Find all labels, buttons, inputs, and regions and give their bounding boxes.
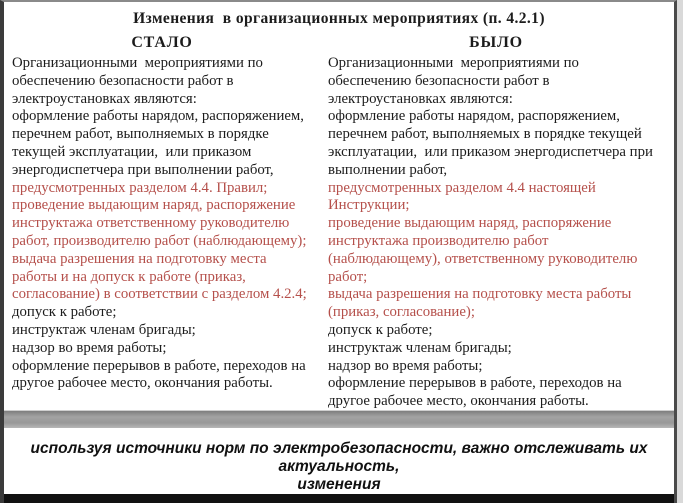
column-stalo-header: СТАЛО bbox=[131, 34, 193, 51]
text-segment: инструктаж членам бригады; bbox=[12, 321, 196, 338]
text-segment: инструктаж членам бригады; bbox=[328, 339, 512, 356]
text-segment: Организационными мероприятиями по обеспечению безопасности работ в электроустановках являются: bbox=[328, 55, 583, 107]
column-stalo bbox=[12, 34, 312, 410]
text-segment: Организационными мероприятиями по обеспечению безопасности работ в электроустановках являются: bbox=[12, 55, 267, 107]
text-segment: допуск к работе; bbox=[328, 321, 433, 338]
column-bylo bbox=[328, 34, 664, 410]
text-segment: выдача разрешения на подготовку места работы (приказ, согласование); bbox=[328, 286, 636, 321]
text-segment: оформление перерывов в работе, переходов на другое рабочее место, окончания работы. bbox=[12, 357, 310, 392]
text-segment: оформление перерывов в работе, переходов на другое рабочее место, окончания работы. bbox=[328, 375, 626, 410]
footer-caption-line2: изменения bbox=[297, 476, 381, 493]
text-segment: надзор во время работы; bbox=[328, 357, 483, 374]
text-segment: надзор во время работы; bbox=[12, 339, 167, 356]
page-title: Изменения в организационных мероприятиях (п. 4.2.1) bbox=[133, 10, 545, 27]
bottom-border-bar bbox=[4, 494, 674, 503]
text-segment: оформление работы нарядом, распоряжением, перечнем работ, выполняемых в порядке текущей эксплуатации, или приказом энергодиспетчера при выполнении работ, bbox=[328, 108, 657, 178]
column-bylo-header: БЫЛО bbox=[469, 34, 523, 51]
text-segment: выдача разрешения на подготовку места работы и на допуск к работе (приказ, согласование) в соответствии с разделом 4.2.4; bbox=[12, 250, 307, 303]
text-segment: оформление работы нарядом, распоряжением, перечнем работ, выполняемых в порядке текущей эксплуатации, или приказом энергодиспетчера при выполнении работ, bbox=[12, 108, 308, 178]
text-segment: предусмотренных разделом 4.4. Правил; bbox=[12, 179, 268, 196]
text-segment: проведение выдающим наряд, распоряжение инструктажа ответственному руководителю работ, производителю работ (наблюдающему); bbox=[12, 197, 307, 249]
gray-divider-band bbox=[4, 410, 674, 428]
text-segment: допуск к работе; bbox=[12, 304, 117, 321]
comparison-columns bbox=[4, 32, 674, 410]
text-segment: предусмотренных разделом 4.4 настоящей Инструкции; bbox=[328, 179, 600, 214]
column-bylo-body bbox=[328, 55, 664, 410]
column-stalo-body bbox=[12, 55, 312, 393]
text-segment: проведение выдающим наряд, распоряжение инструктажа производителю работ (наблюдающему), ответственному руководителю работ; bbox=[328, 215, 642, 285]
footer-caption bbox=[4, 428, 674, 494]
comparison-panel bbox=[4, 2, 674, 410]
footer-caption-line1: используя источники норм по электробезопасности, важно отслеживать их актуальность, bbox=[30, 440, 648, 475]
